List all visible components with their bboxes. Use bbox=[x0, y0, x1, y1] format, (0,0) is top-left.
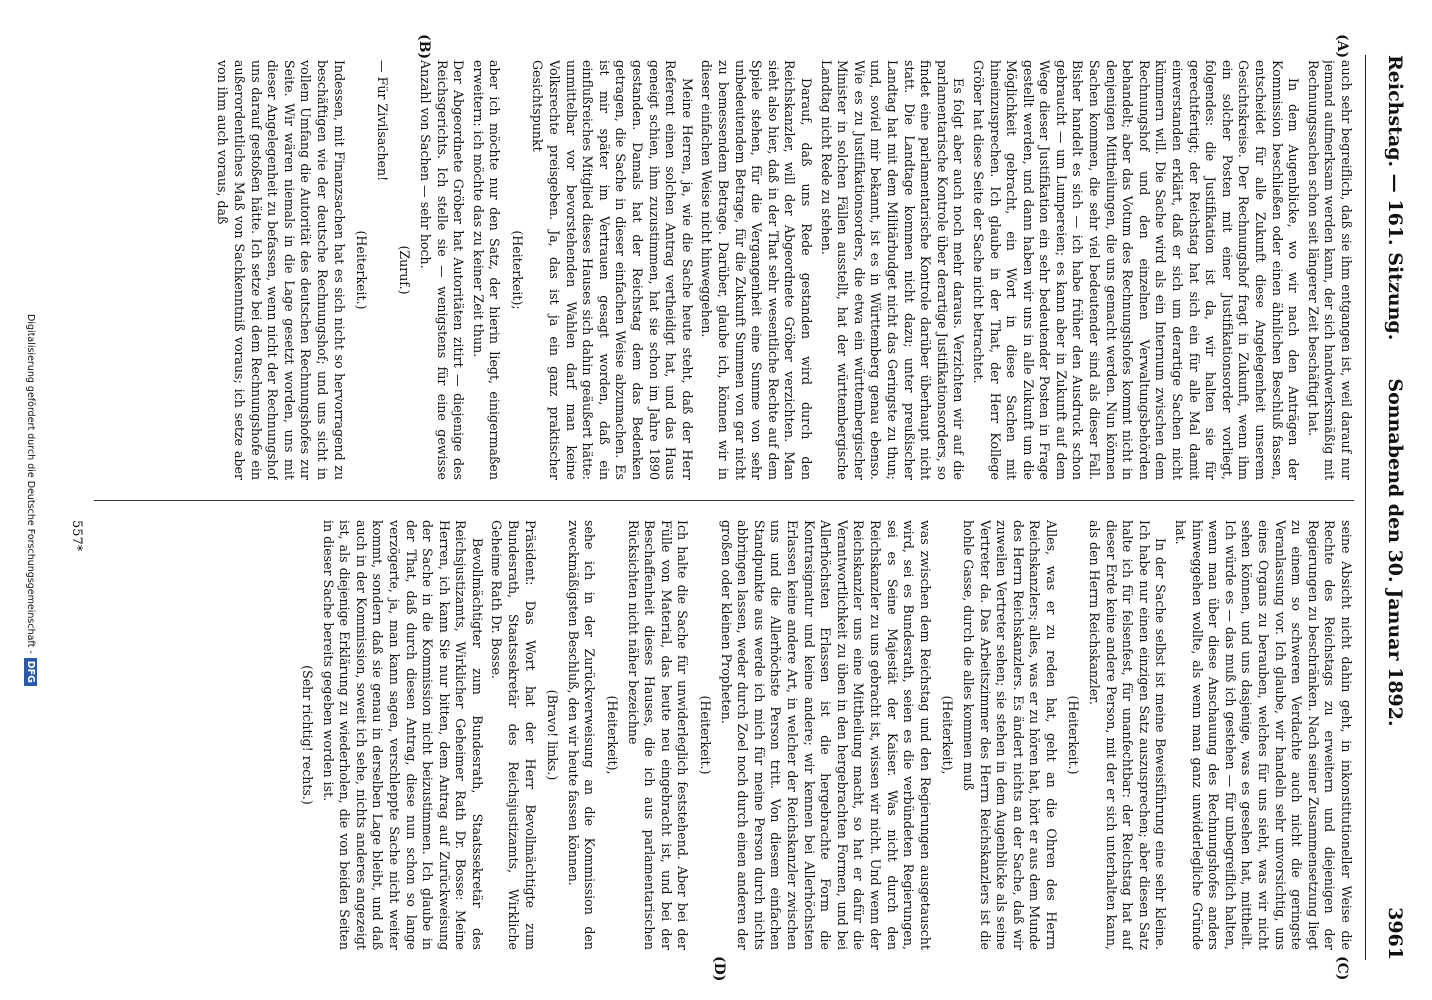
paragraph: Alles, was er zu reden hat, geht an die Ohren des Herrn Reichskanzlers; alles, was er zu hören hat, hört er aus dem Munde des Herrn Reichskanzlers. Es ändert nichts an der Sache, daß wir zuweilen Vertreter sehen; sie stehen in dem Augenblicke als seine Vertreter da. Das Arbeitszimmer des Herrn Reichskanzlers ist die hohle Gasse, durch die alles kommen muß bbox=[960, 520, 1059, 950]
paragraph: Indessen, mit Finanzsachen hat es sich nicht so hervorragend zu beschäftigen wie der deutsche Rechnungshof; und uns sicht in vollem Umfang die Autorität des deutschen Rechnungshofes zur Seite. Wir wären niemals in die Lage gesetzt worden, uns mit dieser Angelegenheit zu befassen, wenn nicht der Rechnungshof uns darauf gestoßen hätte. Ich setze bei dem Rechnungshofe ein außerordentliches Maß von Sachkenntniß voraus; ich setze aber von ihm auch voraus, daß bbox=[215, 60, 347, 480]
sheet-signature: 557* bbox=[69, 520, 84, 552]
paragraph: Darauf, daß uns Rede gestanden wird durch den Reichskanzler, will der Abgeordnete Gröber verzichten. Man sieht also hier, daß in der That sehr wesentliche Rechte auf dem Spiele stehen, für die Vergangenheit eine Summe von sehr unbedeutendem Betrage, für die Zukunft Summen von gar nicht zu bemessendem Betrage. Darüber, glaube ich, können wir in dieser einfachen Weise nicht hinweggehen. bbox=[699, 60, 814, 480]
text-column-left bbox=[84, 60, 1354, 480]
header-rule bbox=[1365, 55, 1366, 960]
header-left: Reichstag. — 161. Sitzung. bbox=[1384, 55, 1406, 341]
margin-mark-b: (B) bbox=[416, 34, 432, 60]
dfg-logo: DFG bbox=[24, 658, 37, 686]
paragraph: Ich halte die Sache für unwiderleglich feststehend. Aber bei der Fülle von Material, das heute neu eingebracht ist, und bei der Beschaffenheit dieses Hauses, die ich aus parlamentarischen Rücksichten nicht näher bezeichne bbox=[625, 520, 691, 950]
paragraph: Der Abgeordnete Gröber hat Autoritäten zitirt — diejenige des Reichsgerichts. Ich stelle sie — wenigstens für eine gewisse Anzahl von Sachen — sehr hoch. bbox=[417, 60, 467, 480]
paragraph: (Heiterkeit), bbox=[605, 695, 621, 775]
paragraph: (Heiterkeit.) bbox=[1066, 695, 1082, 775]
digitization-credit bbox=[7, 0, 37, 1000]
paragraph: (Heiterkeit); bbox=[509, 230, 525, 310]
paragraph: (Sehr richtig! rechts.) bbox=[299, 665, 315, 805]
paragraph: Bevollmächtigter zum Bundesrath, Staatssekretär des Reichsjustizamts, Wirklicher Geheimer Rath Dr. Bosse: Meine Herren, ich kann Sie nur bitten, dem Antrag auf Zurückweisung der Sache in die Kommission nicht beizustimmen. Ich glaube in der That, daß durch diesen Antrag, diese nun schon so lange verzögerte, ja, man kann sagen, verschleppte Sache nicht weiter kommt, sondern daß sie genau in derselben Lage bleibt, und daß auch in der Kommission, soweit ich sehe, nichts anderes angezeigt ist, als diejenige Erklärung zu wiederholen, die von beiden Seiten in dieser Sache bereits gegeben worden ist. bbox=[320, 520, 485, 950]
paragraph: (Zuruf.) bbox=[397, 245, 413, 295]
paragraph: Präsident: Das Wort hat der Herr Bevollmächtigte zum Bundesrath, Staatssekretär des Reichsjustizamts, Wirkliche Geheime Rath Dr. Bosse. bbox=[489, 520, 538, 950]
page-number: 3961 bbox=[1384, 907, 1406, 960]
column-divider bbox=[94, 500, 1354, 501]
paragraph: Es folgt aber auch noch mehr daraus. Verzichten wir auf die parlamentarische Kontrole über derartige Justifikationsorders, so findet eine parlamentarische Kontrole darüber überhaupt nicht statt. Die Landtage kommen nicht dazu; unter preußischer Landtag hat mit dem Militärbudget nicht das Geringste zu thun; und, soviel mir bekannt, ist es in Württemberg genau ebenso. Wie es zu Justifikationsorders, die etwa ein württembergischer Minister in solchen Fällen ausstellt, hat der württembergische Landtag nicht Rede zu stehen. bbox=[818, 60, 967, 480]
paragraph: In dem Augenblicke, wo wir nach den Anträgen der Kommission beschließen oder einen ähnlichen Beschluß fassen, entscheidet für alle Zukunft diese Angelegenheit unserem Gesichtskreise. Der Rechnungshof fragt in Zukunft, wenn ihm ein solcher Posten mit einer Justifikationsorder vorliegt, folgendes: die Justifikation ist da, wir halten sie für gerechtfertigt; der Reichstag hat sich ein für alle Mal damit einverstanden erklärt, daß er sich um derartige Sachen nicht kümmern will. Die Sache wird als ein Internum zwischen dem Rechnungshof und den einzelnen Verwaltungsbehörden behandelt; aber das Votum des Rechnungshofes kommt nicht in denjenigen Mittheilungen, die uns gemacht werden. Nun können Sachen kommen, die sehr viel bedeutender sind als dieser Fall. Bisher handelt es sich — ich habe früher den Ausdruck schon gebraucht — um Lumpereien; es kann aber in Zukunft auf dem Wege dieser Justifikation ein sehr bedeutender Posten in Frage gestellt werden, und dann haben wir uns in alle Zukunft um die Möglichkeit gebracht, ein Wort in diese Sachen mit hineinzusprechen. Ich glaube in der That, der Herr Kollege Gröber hat diese Seite der Sache nicht betrachtet. bbox=[970, 60, 1302, 480]
margin-mark-d: (D) bbox=[711, 956, 727, 982]
header-date: Sonnabend den 30. Januar 1892. bbox=[1384, 378, 1406, 727]
margin-mark-a: (A) bbox=[1334, 34, 1350, 59]
text-column-right bbox=[84, 520, 1354, 950]
paragraph: sehe ich in der Zurückverweisung an die Kommission den zweckmäßigsten Beschluß, den wir heute fassen können. bbox=[565, 520, 598, 950]
paragraph: seine Absicht nicht dahin geht, in inkonstitutioneller Weise die Rechte des Reichstags zu erweitern und diejenigen der Regierungen zu beschränken. Nach seiner Zusammensetzung liegt zu einem so schweren Verdachte auch nicht die geringste Veranlassung vor. Ich glaube, wir handeln sehr unvorsichtig, uns eines Organs zu berauben, welches für uns sieht, was wir nicht sehen können, und uns dasjenige, was es gesehen hat, mittheilt. Ich würde es — das muß ich gestehen — für unbegreiflich halten, wenn man über diese Anschauung des Rechnungshofes anders hinweggehen wollte, als wenn man ganz unwiderlegliche Gründe hat. bbox=[1173, 520, 1354, 950]
paragraph: Meine Herren, ja, wie die Sache heute steht, daß der Herr Referent einen solchen Antrag vertheidigt hat, und das Haus geneigt schien, ihm zuzustimmen, hat sie schon im Jahre 1890 gestanden. Damals hat der Reichstag dem das Bedenken getragen, die Sache in dieser einfachen Weise abzumachen. Es ist mir später im Vertrauen gesagt worden, daß ein einflußreiches Mitglied dieses Hauses sich dahin geäußert hätte: unmittelbar vor bevorstehenden Wahlen darf man keine Volksrechte preisgeben. Ja, das ist ja ein ganz praktischer Gesichtspunkt bbox=[530, 60, 695, 480]
paragraph: (Heiterkeit.) bbox=[698, 695, 714, 775]
paragraph: was zwischen dem Reichstag und den Regierungen ausgetauscht wird, sei es Bundesrath, seien es die verbündeten Regierungen, sei es Seine Majestät der Kaiser. Was nicht durch den Reichskanzler zu uns gebracht ist, wissen wir nicht. Und wenn der Reichskanzler uns eine Mittheilung macht, so hat er dafür die Verantwortlichkeit zu üben in den hergebrachten Formen, und bei Allerhöchsten Erlassen ist die hergebrachte Form die Kontrasignatur und keine andere; wir kennen bei Allerhöchsten Erlassen keine andere Art, in welcher der Reichskanzler zwischen uns und die Allerhöchste Person tritt. Von diesem einfachen Standpunkte aus werde ich mich für meine Person durch nichts abbringen lassen, weder durch Zoel noch durch einen anderen der großen oder kleinen Propheten. bbox=[718, 520, 933, 950]
paragraph: auch sehr begreiflich, daß sie ihm entgangen ist, weil darauf nur jemand aufmerksam werden kann, der sich handwerksmäßig mit Rechnungssachen schon seit längerer Zeit beschäftigt hat. bbox=[1305, 60, 1354, 480]
paragraph: (Bravo! links.) bbox=[545, 689, 561, 781]
paragraph: aber ich möchte nur den Satz, der hierin liegt, einigermaßen erweitern: ich möchte das zu keiner Zeit thun. bbox=[470, 60, 503, 480]
paragraph: — Für Zivilsachen! bbox=[374, 60, 390, 182]
margin-mark-c: (C) bbox=[1334, 956, 1350, 981]
paragraph: (Heiterkeit), bbox=[940, 695, 956, 775]
paragraph: In der Sache selbst ist meine Beweisführung eine sehr kleine. Ich habe nur einen einzigen Satz auszusprechen; aber diesen Satz halte ich für felsenfest, für unanfechtbar: der Reichstag hat auf dieser Erde keine andere Person, mit der er sich unterhalten kann, als den Herrn Reichskanzler. bbox=[1087, 520, 1169, 950]
running-header bbox=[1370, 55, 1414, 960]
credit-text: Digitalisierung gefördert durch die Deutsche Forschungsgemeinschaft - bbox=[25, 314, 36, 654]
paragraph: (Heiterkeit.) bbox=[354, 230, 370, 310]
